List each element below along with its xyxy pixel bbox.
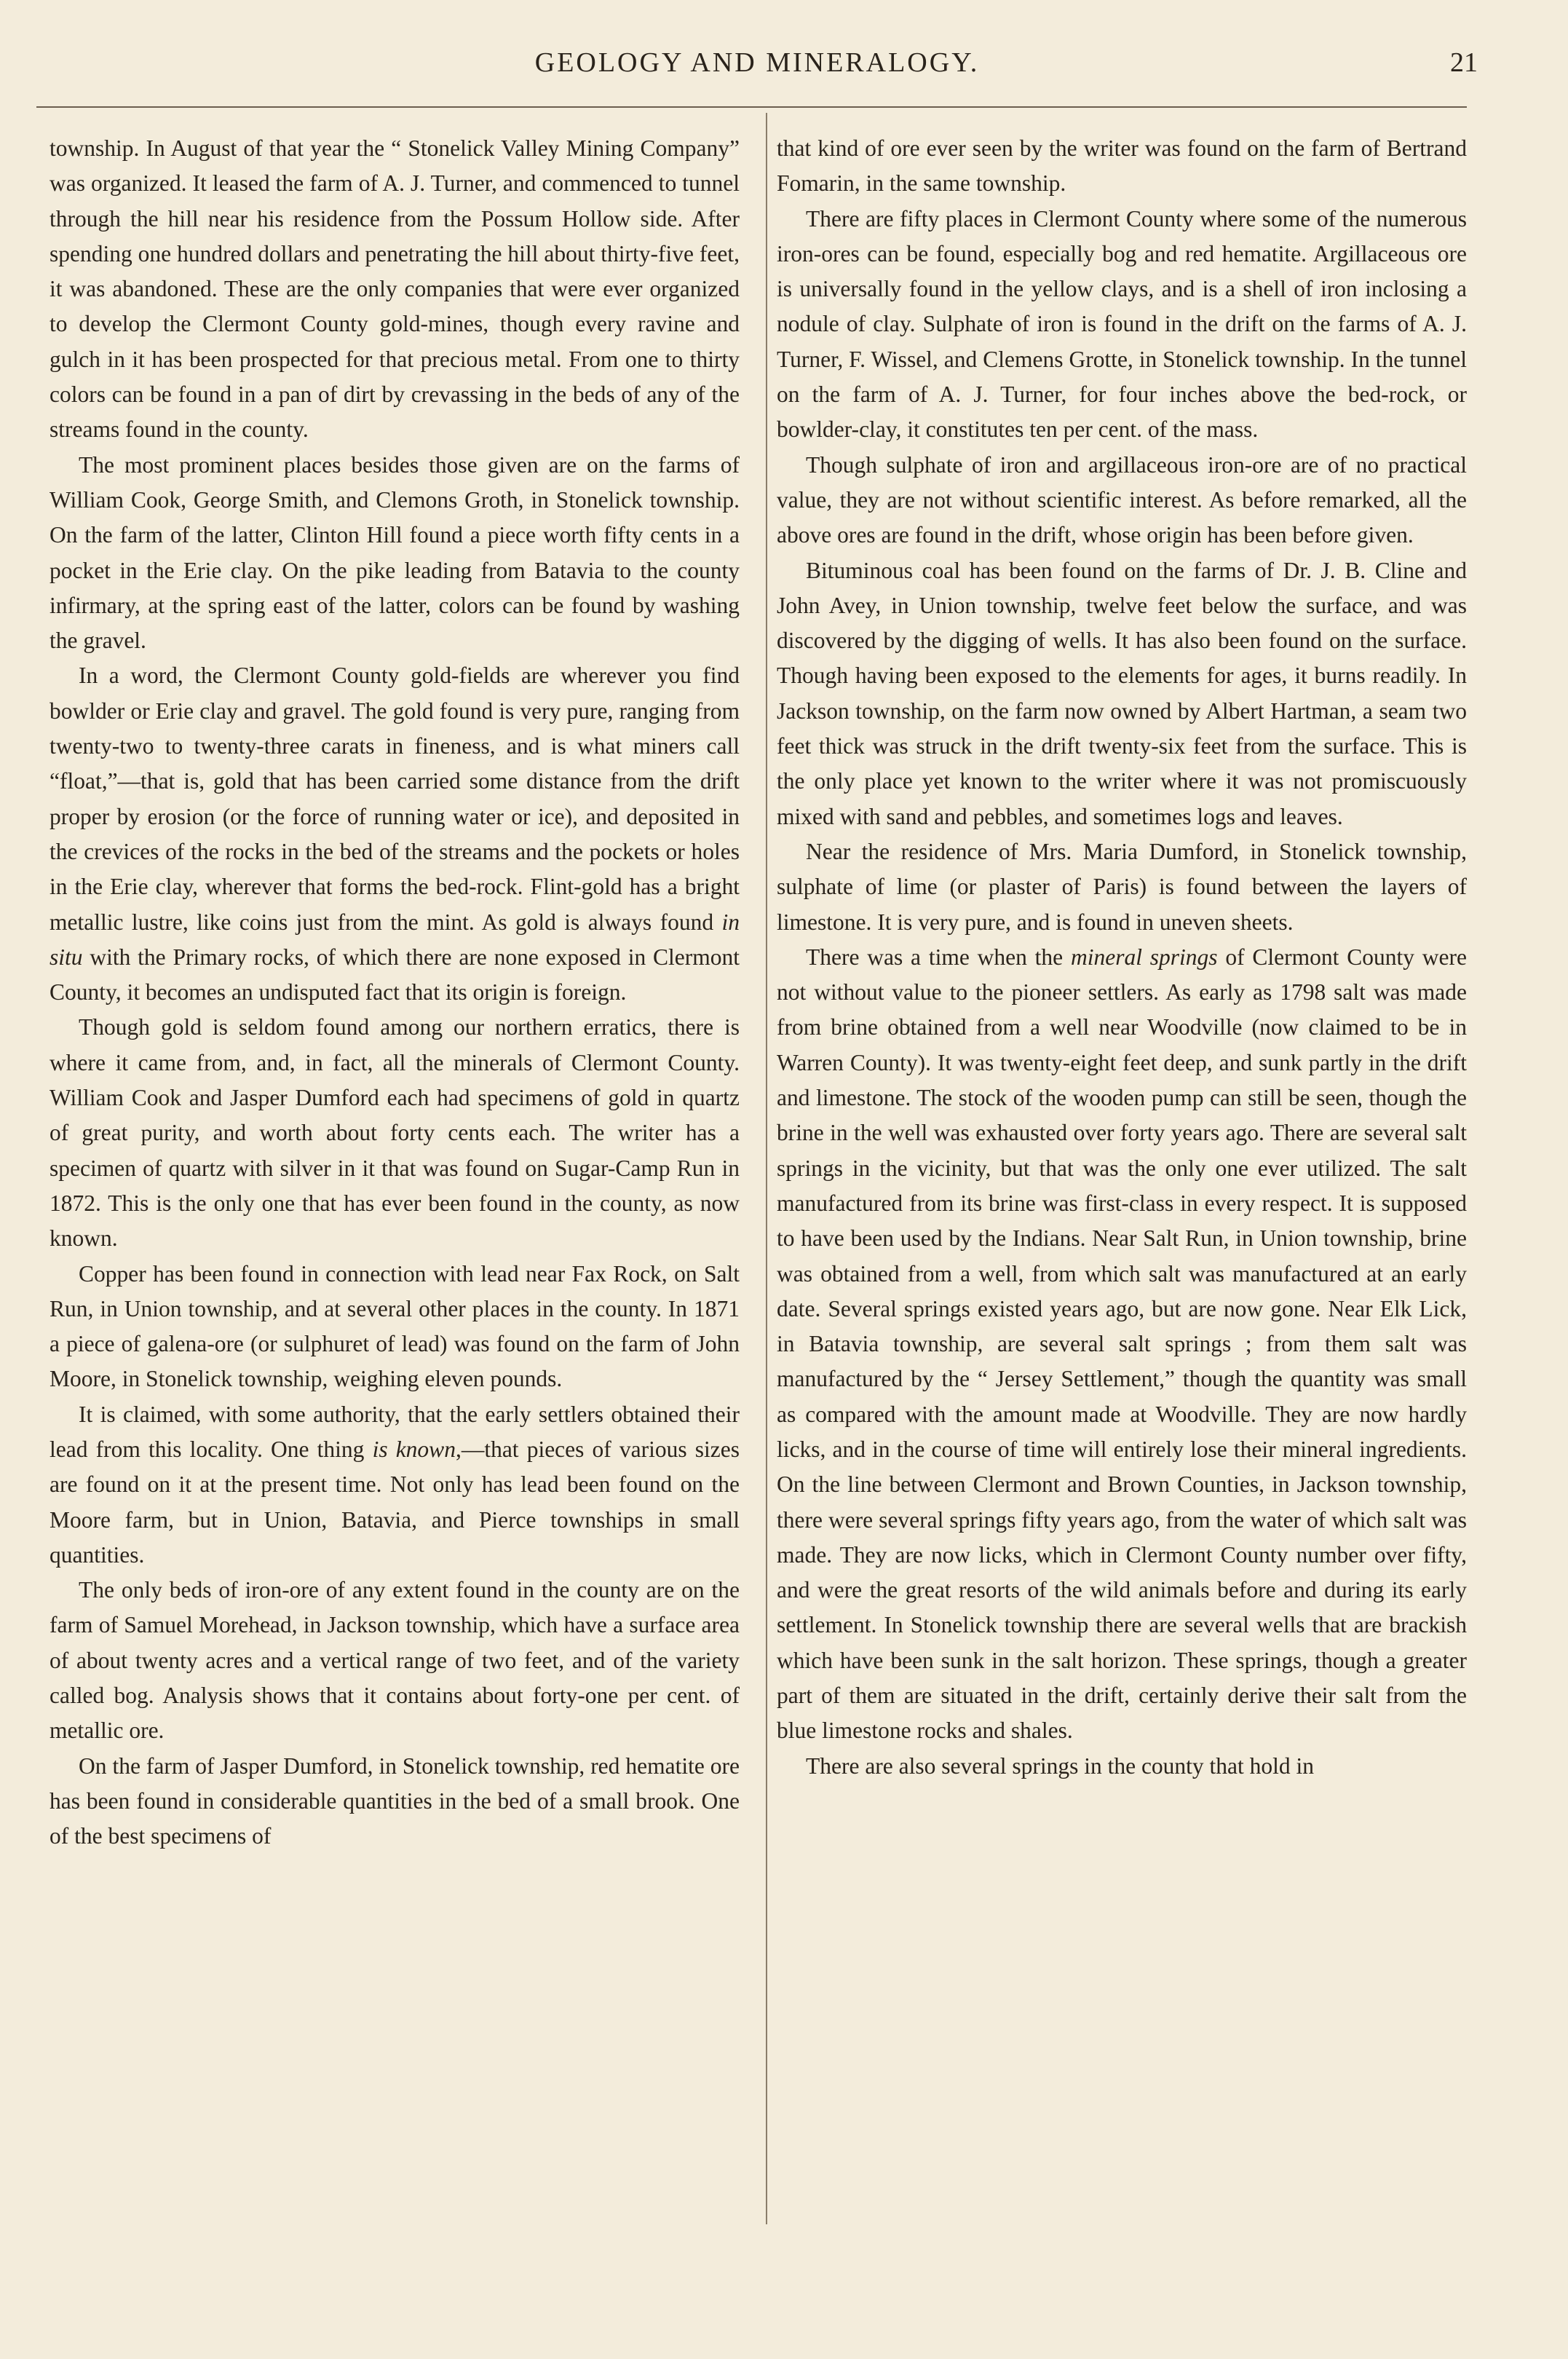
paragraph: The only beds of iron-ore of any extent found in the county are on the farm of Samuel Morehead, in Jackson township, which have a surface area of about twenty acres and a vertical range of two feet, and of the variety called bog. Analysis shows that it contains about forty-one per cent. of metallic ore.: [50, 1577, 740, 1744]
paragraph: Bituminous coal has been found on the farms of Dr. J. B. Cline and John Avey, in Union township, twelve feet below the surface, and was discovered by the digging of wells. It has also been found on the surface. Though having been exposed to the elements for ages, it burns readily. In Jackson township, on the farm now owned by Albert Hartman, a seam two feet thick was struck in the drift twenty-six feet from the surface. This is the only place yet known to the writer where it was not promiscuously mixed with sand and pebbles, and sometimes logs and leaves.: [777, 557, 1467, 829]
column-divider: [766, 113, 767, 2224]
text-run: with the Primary rocks, of which there are none exposed in Clermont County, it becomes an undisputed fact that its origin is foreign.: [50, 944, 740, 1005]
text-run: It is claimed, with some authority, that the early settlers obtained their lead from this locality. One thing: [50, 1401, 740, 1462]
header-rule: [36, 106, 1467, 108]
running-title: GEOLOGY AND MINERALOGY.: [534, 47, 980, 78]
right-column: [777, 131, 1467, 1784]
paragraph: [777, 940, 1467, 1749]
text-run: of Clermont County were not without value to the pioneer settlers. As early as 1798 salt was made from brine obtained from a well near Woodville (now claimed to be in Warren County). It was twenty-eight feet deep, and sunk partly in the drift and limestone. The stock of the wooden pump can still be seen, though the brine in the well was exhausted over forty years ago. There are several salt springs in the vicinity, but that was the only one ever utilized. The salt manufactured from its brine was first-class in every respect. It is supposed to have been used by the Indians. Near Salt Run, in Union township, brine was obtained from a well, from which salt was manufactured at an early date. Several springs existed years ago, but are now gone. Near Elk Lick, in Batavia township, are several salt springs ; from them salt was manufactured by the “ Jersey Settlement,” though the quantity was small as compared with the amount made at Woodville. They are now hardly licks, and in the course of time will entirely lose their mineral ingredients. On the line between Clermont and Brown Counties, in Jackson township, there were several springs fifty years ago, from the water of which salt was made. They are now licks, which in Clermont County number over fifty, and were the great resorts of the wild animals before and during its early settlement. In Stonelick township there are several wells that are brackish which have been sunk in the salt horizon. These springs, though a greater part of them are situated in the drift, certainly derive their salt from the blue limestone rocks and shales.: [777, 944, 1467, 1744]
italic-term: is known: [372, 1436, 456, 1462]
paragraph: [50, 658, 740, 1010]
paragraph: Near the residence of Mrs. Maria Dumford, in Stonelick township, sulphate of lime (or plaster of Paris) is found between the layers of limestone. It is very pure, and is found in uneven sheets.: [777, 838, 1467, 935]
paragraph: Copper has been found in connection with lead near Fax Rock, on Salt Run, in Union township, and at several other places in the county. In 1871 a piece of galena-ore (or sulphuret of lead) was found on the farm of John Moore, in Stonelick township, weighing eleven pounds.: [50, 1260, 740, 1392]
paragraph: There are also several springs in the county that hold in: [806, 1753, 1315, 1779]
left-column: [50, 131, 740, 1854]
paragraph: The most prominent places besides those given are on the farms of William Cook, George Smith, and Clemons Groth, in Stonelick township. On the farm of the latter, Clinton Hill found a piece worth fifty cents in a pocket in the Erie clay. On the pike leading from Batavia to the county infirmary, at the spring east of the latter, colors can be found by washing the gravel.: [50, 451, 740, 654]
paragraph: There are fifty places in Clermont County where some of the numerous iron-ores can be found, especially bog and red hematite. Argillaceous ore is universally found in the yellow clays, and is a shell of iron inclosing a nodule of clay. Sulphate of iron is found in the drift on the farms of A. J. Turner, F. Wissel, and Clemens Grotte, in Stonelick township. In the tunnel on the farm of A. J. Turner, for four inches above the bed-rock, or bowlder-clay, it constitutes ten per cent. of the mass.: [777, 205, 1467, 443]
text-run: There was a time when the: [806, 944, 1064, 970]
paragraph: that kind of ore ever seen by the writer was found on the farm of Bertrand Fomarin, in the same township.: [777, 135, 1467, 197]
text-run: ,—that pieces of various sizes are found on it at the present time. Not only has lead been found on the Moore farm, but in Union, Batavia, and Pierce townships in small quantities.: [50, 1436, 740, 1568]
italic-term: in situ: [50, 909, 740, 970]
text-run: In a word, the Clermont County gold-fields are wherever you find bowlder or Erie clay and gravel. The gold found is very pure, ranging from twenty-two to twenty-three carats in fineness, and is what miners call “float,”—that is, gold that has been carried some distance from the drift proper by erosion (or the force of running water or ice), and deposited in the crevices of the rocks in the bed of the streams and the pockets or holes in the Erie clay, wherever that forms the bed-rock. Flint-gold has a bright metallic lustre, like coins just from the mint. As gold is always found: [50, 663, 740, 935]
paragraph: Though gold is seldom found among our northern erratics, there is where it came from, and, in fact, all the minerals of Clermont County. William Cook and Jasper Dumford each had specimens of gold in quartz of great purity, and worth about forty cents each. The writer has a specimen of quartz with silver in it that was found on Sugar-Camp Run in 1872. This is the only one that has ever been found in the county, as now known.: [50, 1014, 740, 1252]
page-number: 21: [1450, 47, 1478, 78]
italic-term: mineral springs: [1070, 944, 1218, 970]
running-head: [36, 36, 1478, 95]
paragraph: [50, 1397, 740, 1573]
paragraph: township. In August of that year the “ Stonelick Valley Mining Company” was organized. It leased the farm of A. J. Turner, and commenced to tunnel through the hill near his residence from the Possum Hollow side. After spending one hundred dollars and penetrating the hill about thirty-five feet, it was abandoned. These are the only companies that were ever organized to develop the Clermont County gold-mines, though every ravine and gulch in it has been prospected for that precious metal. From one to thirty colors can be found in a pan of dirt by crevassing in the beds of any of the streams found in the county.: [50, 135, 740, 443]
paragraph: Though sulphate of iron and argillaceous iron-ore are of no practical value, they are not without scientific interest. As before remarked, all the above ores are found in the drift, whose origin has been before given.: [777, 451, 1467, 548]
paragraph: On the farm of Jasper Dumford, in Stonelick township, red hematite ore has been found in considerable quantities in the bed of a small brook. One of the best specimens of: [50, 1753, 740, 1849]
